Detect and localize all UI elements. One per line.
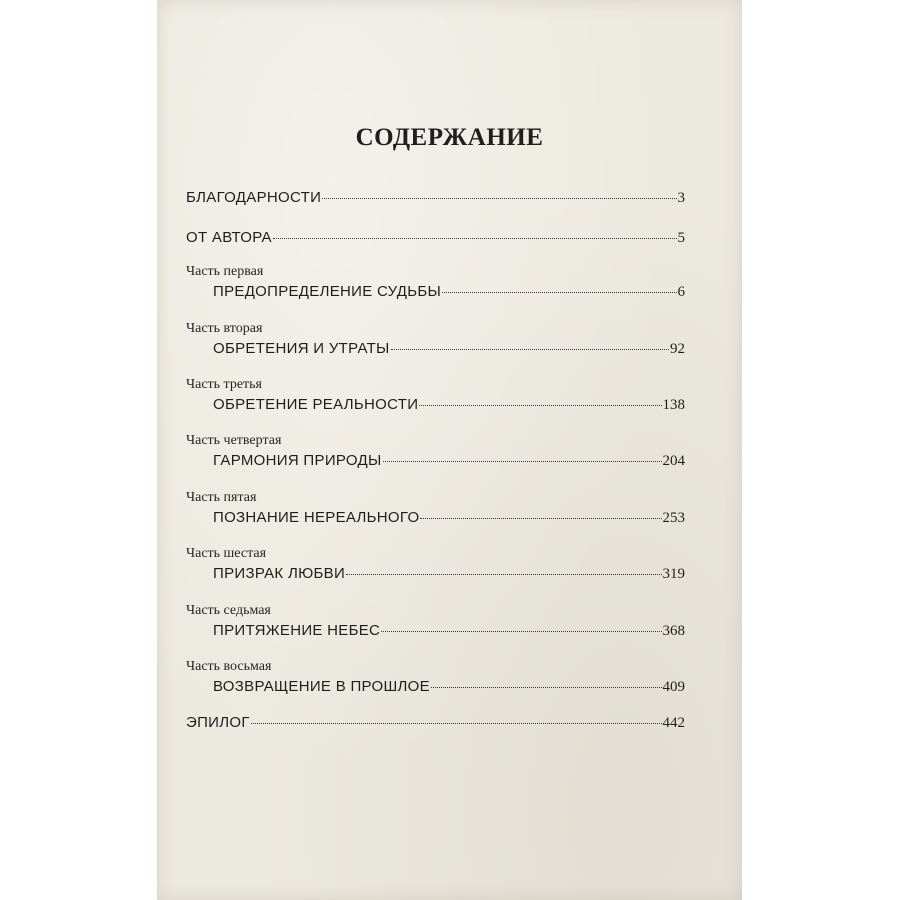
toc-entry-label: ПРИЗРАК ЛЮБВИ xyxy=(213,565,346,582)
toc-entry-page: 5 xyxy=(677,230,685,246)
toc-entry-page: 138 xyxy=(662,397,685,413)
toc-entry-label: ОБРЕТЕНИЯ И УТРАТЫ xyxy=(213,340,390,357)
part-heading: Часть шестая xyxy=(186,546,267,561)
toc-entry-label: БЛАГОДАРНОСТИ xyxy=(186,189,322,206)
toc-entry-page: 6 xyxy=(677,284,685,300)
toc-entry-page: 253 xyxy=(662,510,685,526)
leader-dots xyxy=(420,518,661,519)
leader-dots xyxy=(251,723,662,724)
toc-entry-page: 92 xyxy=(670,341,685,357)
part-heading: Часть седьмая xyxy=(186,603,271,618)
toc-entry-page: 442 xyxy=(662,715,685,731)
toc-entry-part-7 xyxy=(213,622,685,640)
toc-entry-label: ПОЗНАНИЕ НЕРЕАЛЬНОГО xyxy=(213,509,420,526)
toc-entry-part-2 xyxy=(213,340,685,358)
leader-dots xyxy=(391,349,669,350)
toc-entry-label: ОТ АВТОРА xyxy=(186,229,272,246)
leader-dots xyxy=(273,238,677,239)
toc-entry-label: ПРЕДОПРЕДЕЛЕНИЕ СУДЬБЫ xyxy=(213,283,442,300)
leader-dots xyxy=(381,631,661,632)
part-heading: Часть первая xyxy=(186,264,264,279)
page-title: СОДЕРЖАНИЕ xyxy=(355,124,544,151)
part-heading: Часть пятая xyxy=(186,490,257,505)
toc-entry-page: 204 xyxy=(662,453,685,469)
toc-entry-acknowledgements xyxy=(186,189,685,207)
toc-entry-page: 368 xyxy=(662,623,685,639)
part-heading: Часть восьмая xyxy=(186,659,272,674)
part-heading: Часть вторая xyxy=(186,321,263,336)
toc-entry-part-1 xyxy=(213,283,685,301)
leader-dots xyxy=(442,292,676,293)
toc-entry-part-6 xyxy=(213,565,685,583)
toc-entry-label: ГАРМОНИЯ ПРИРОДЫ xyxy=(213,452,382,469)
toc-entry-page: 409 xyxy=(662,679,685,695)
part-heading: Часть третья xyxy=(186,377,262,392)
toc-entry-label: ОБРЕТЕНИЕ РЕАЛЬНОСТИ xyxy=(213,396,419,413)
book-page xyxy=(157,0,742,900)
toc-entry-part-4 xyxy=(213,452,685,470)
toc-entry-from-author xyxy=(186,229,685,247)
toc-entry-label: ВОЗВРАЩЕНИЕ В ПРОШЛОЕ xyxy=(213,678,430,695)
part-heading: Часть четвертая xyxy=(186,433,282,448)
toc-entry-part-5 xyxy=(213,509,685,527)
toc-entry-part-3 xyxy=(213,396,685,414)
toc-entry-label: ПРИТЯЖЕНИЕ НЕБЕС xyxy=(213,622,381,639)
toc-entry-page: 3 xyxy=(677,190,685,206)
leader-dots xyxy=(383,461,662,462)
toc-entry-page: 319 xyxy=(662,566,685,582)
leader-dots xyxy=(322,198,676,199)
leader-dots xyxy=(346,574,661,575)
leader-dots xyxy=(431,687,662,688)
toc-entry-label: ЭПИЛОГ xyxy=(186,714,250,731)
toc-entry-epilogue xyxy=(186,714,685,732)
leader-dots xyxy=(419,405,661,406)
toc-entry-part-8 xyxy=(213,678,685,696)
